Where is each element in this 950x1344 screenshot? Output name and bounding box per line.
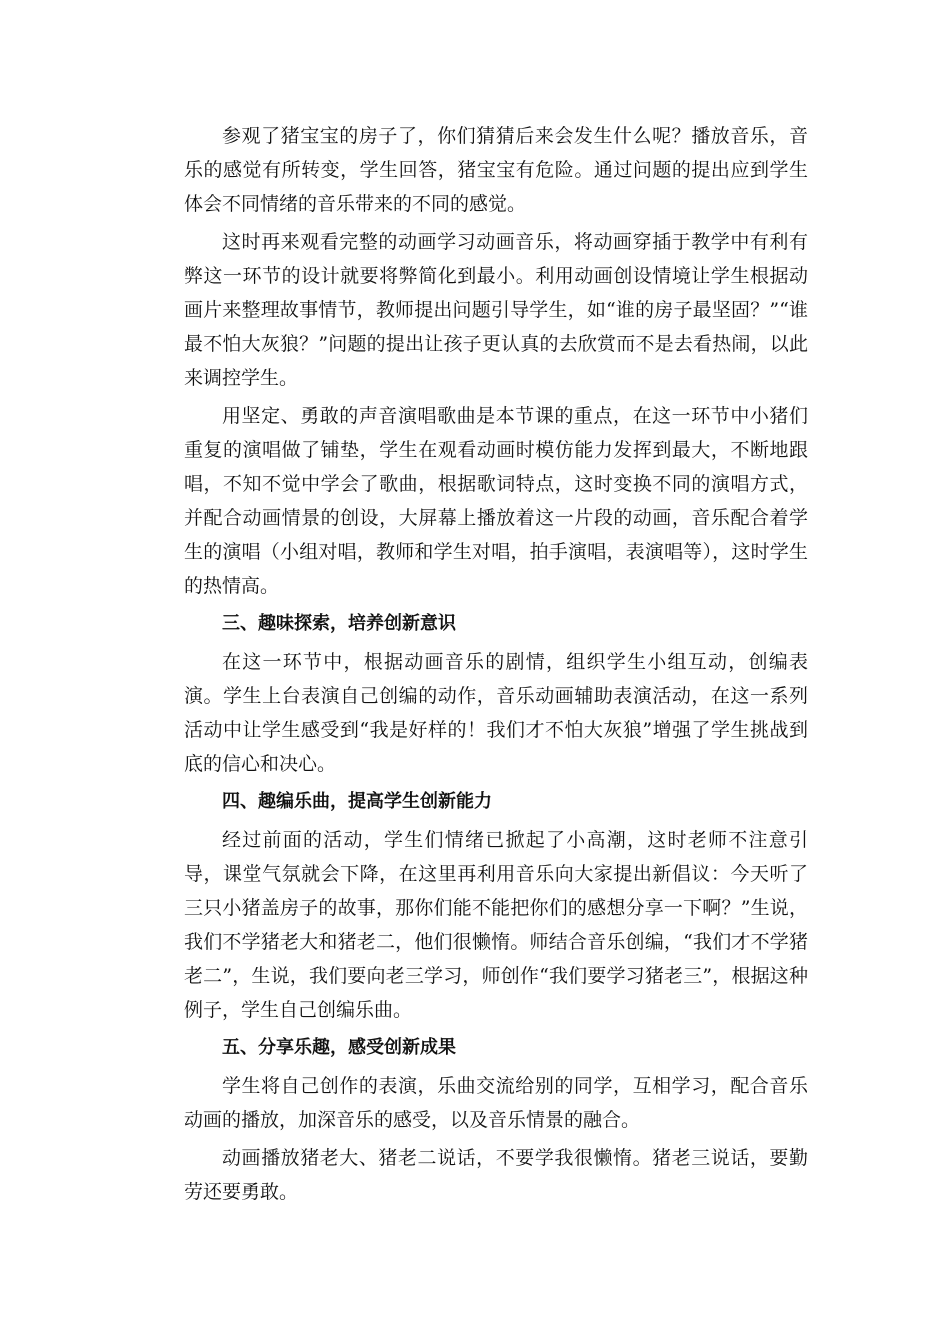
document-body <box>184 119 808 1213</box>
paragraph: 这时再来观看完整的动画学习动画音乐，将动画穿插于教学中有利有弊这一环节的设计就要将弊简化到最小。利用动画创设情境让学生根据动画片来整理故事情节，教师提出问题引导学生，如“谁的房子最坚固？”“谁最不怕大灰狼？”问题的提出让孩子更认真的去欣赏而不是去看热闹，以此来调控学生。 <box>184 231 808 389</box>
paragraph: 用坚定、勇敢的声音演唱歌曲是本节课的重点，在这一环节中小猪们重复的演唱做了铺垫，学生在观看动画时模仿能力发挥到最大，不断地跟唱，不知不觉中学会了歌曲，根据歌词特点，这时变换不同的演唱方式，并配合动画情景的创设，大屏幕上播放着这一片段的动画，音乐配合着学生的演唱（小组对唱，教师和学生对唱，拍手演唱，表演唱等），这时学生的热情高。 <box>184 405 808 597</box>
paragraph: 动画播放猪老大、猪老二说话，不要学我很懒惰。猪老三说话，要勤劳还要勇敢。 <box>184 1147 808 1203</box>
section-heading: 五、分享乐趣，感受创新成果 <box>222 1037 456 1058</box>
paragraph: 学生将自己创作的表演，乐曲交流给别的同学，互相学习，配合音乐动画的播放，加深音乐的感受，以及音乐情景的融合。 <box>184 1075 808 1131</box>
paragraph: 参观了猪宝宝的房子了，你们猜猜后来会发生什么呢？播放音乐，音乐的感觉有所转变，学生回答，猪宝宝有危险。通过问题的提出应到学生体会不同情绪的音乐带来的不同的感觉。 <box>184 125 808 215</box>
paragraph: 经过前面的活动，学生们情绪已掀起了小高潮，这时老师不注意引导，课堂气氛就会下降，在这里再利用音乐向大家提出新倡议：今天听了三只小猪盖房子的故事，那你们能不能把你们的感想分享一下啊？”生说，我们不学猪老大和猪老二，他们很懒惰。师结合音乐创编，“我们才不学猪老二”，生说，我们要向老三学习，师创作“我们要学习猪老三”，根据这种例子，学生自己创编乐曲。 <box>184 829 808 1021</box>
section-heading: 四、趣编乐曲，提高学生创新能力 <box>222 791 492 812</box>
section-heading: 三、趣味探索，培养创新意识 <box>222 613 456 634</box>
paragraph: 在这一环节中，根据动画音乐的剧情，组织学生小组互动，创编表演。学生上台表演自己创编的动作，音乐动画辅助表演活动，在这一系列活动中让学生感受到“我是好样的！我们才不怕大灰狼”增强了学生挑战到底的信心和决心。 <box>184 651 808 775</box>
